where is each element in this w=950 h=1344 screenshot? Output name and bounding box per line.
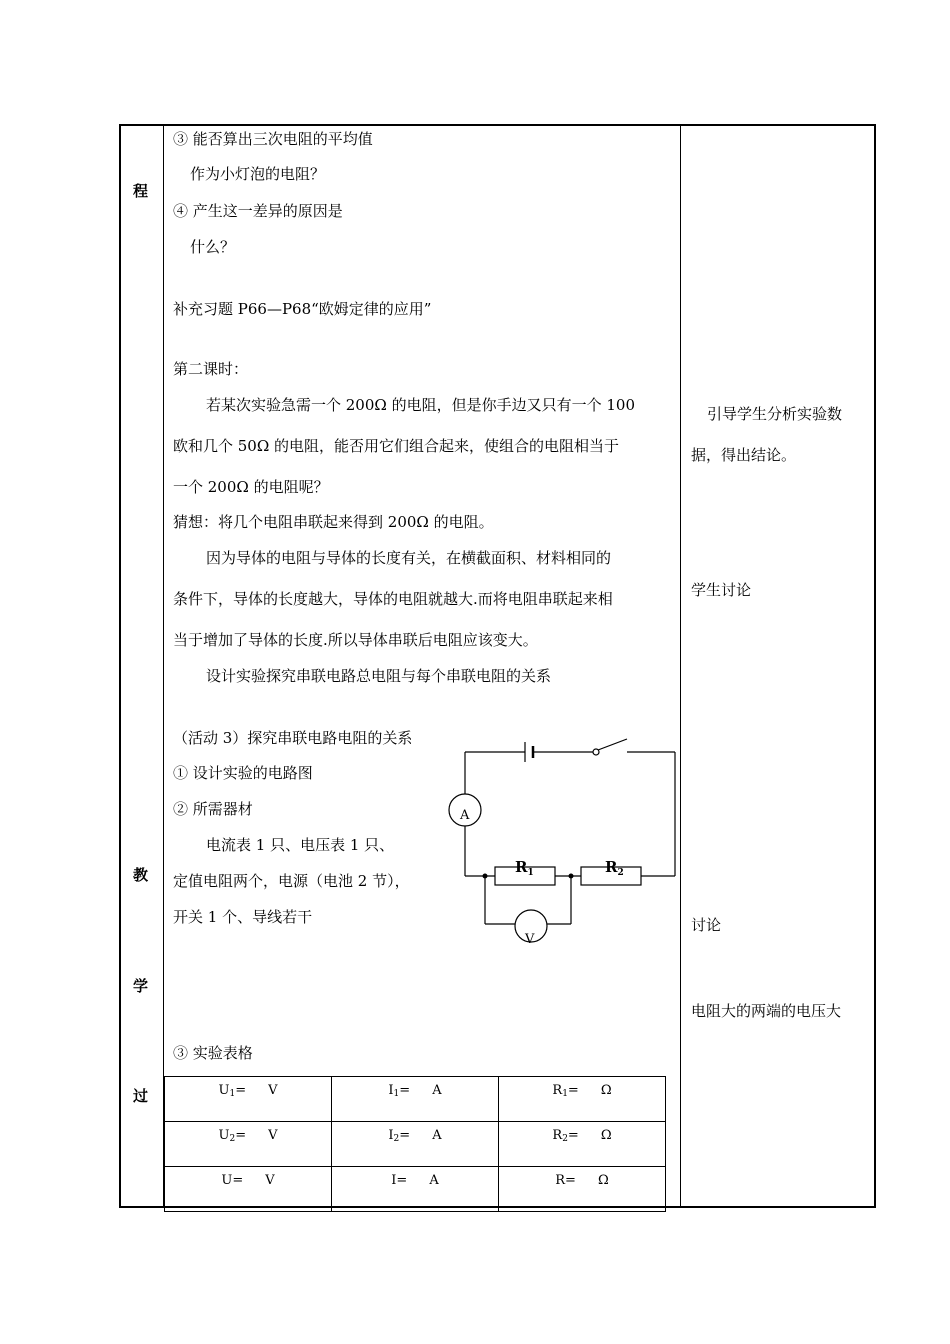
table-row	[165, 1122, 666, 1167]
table-cell	[332, 1167, 499, 1212]
quantity-symbol: R	[552, 1128, 563, 1143]
equals-sign: =	[399, 1128, 411, 1143]
problem-line-3: 一个 200Ω 的电阻呢？	[173, 478, 329, 496]
switch-blade	[598, 739, 627, 750]
guide-analysis-line-2: 据，得出结论。	[691, 446, 797, 464]
equipment-line-1: 电流表 1 只、电压表 1 只、	[206, 836, 395, 854]
table-cell	[165, 1167, 332, 1212]
quantity-subscript: 2	[393, 1134, 400, 1144]
column-divider-right	[680, 124, 681, 1208]
r1-label: $R_1$	[515, 858, 534, 878]
table-cell	[332, 1077, 499, 1122]
quantity-symbol: U	[218, 1128, 230, 1143]
side-label-xue: 学	[133, 977, 149, 995]
side-label-cheng: 程	[133, 182, 149, 200]
question-4-cont: 什么？	[190, 238, 236, 256]
quantity-symbol: U	[218, 1083, 230, 1098]
discussion: 讨论	[691, 916, 722, 934]
quantity-symbol: R	[555, 1173, 566, 1188]
step-table: ③ 实验表格	[173, 1044, 253, 1062]
table-cell	[165, 1122, 332, 1167]
problem-line-2: 欧和几个 50Ω 的电阻，能否用它们组合起来，使组合的电阻相当于	[173, 437, 620, 455]
table-cell	[499, 1077, 666, 1122]
side-label-guo: 过	[133, 1087, 149, 1105]
equals-sign: =	[399, 1083, 411, 1098]
unit-label: V	[268, 1128, 278, 1143]
side-label-jiao: 教	[133, 866, 149, 884]
question-3-cont: 作为小灯泡的电阻？	[190, 165, 326, 183]
activity-3: （活动 3）探究串联电路电阻的关系	[173, 729, 413, 747]
question-4: ④ 产生这一差异的原因是	[173, 202, 343, 220]
reason-line-1: 因为导体的电阻与导体的长度有关，在横截面积、材料相同的	[206, 549, 612, 567]
quantity-symbol: I	[388, 1083, 394, 1098]
equipment-line-2: 定值电阻两个，电源（电池 2 节），	[173, 872, 410, 890]
quantity-subscript: 1	[229, 1089, 236, 1099]
series-circuit-diagram	[447, 728, 679, 948]
ammeter-label: A	[460, 808, 470, 823]
table-cell	[499, 1167, 666, 1212]
table-cell	[332, 1122, 499, 1167]
supplementary-exercise: 补充习题 P66—P68“欧姆定律的应用”	[173, 300, 432, 318]
quantity-subscript: 2	[562, 1134, 568, 1144]
table-cell	[499, 1122, 666, 1167]
step-equipment: ② 所需器材	[173, 800, 253, 818]
equals-sign: =	[232, 1173, 244, 1188]
quantity-subscript: 2	[229, 1134, 236, 1144]
equals-sign: =	[235, 1128, 247, 1143]
student-discussion: 学生讨论	[691, 581, 752, 599]
design-experiment: 设计实验探究串联电路总电阻与每个串联电阻的关系	[206, 667, 552, 685]
equals-sign: =	[567, 1083, 579, 1098]
table-cell	[165, 1077, 332, 1122]
quantity-symbol: I	[388, 1128, 394, 1143]
equals-sign: =	[567, 1128, 579, 1143]
question-3: ③ 能否算出三次电阻的平均值	[173, 130, 373, 148]
reason-line-3: 当于增加了导体的长度.所以导体串联后电阻应该变大。	[173, 631, 538, 649]
equals-sign: =	[235, 1083, 247, 1098]
unit-label: Ω	[597, 1173, 609, 1188]
guide-analysis-line-1: 引导学生分析实验数	[707, 405, 843, 423]
quantity-symbol: I	[391, 1173, 397, 1188]
junction-left	[483, 874, 488, 879]
second-lesson-heading: 第二课时：	[173, 360, 249, 378]
step-circuit-diagram: ① 设计实验的电路图	[173, 764, 313, 782]
voltmeter-label: V	[525, 932, 535, 947]
quantity-symbol: R	[552, 1083, 563, 1098]
unit-label: A	[432, 1128, 442, 1143]
table-row	[165, 1167, 666, 1212]
column-divider-left	[163, 124, 164, 1208]
table-row	[165, 1077, 666, 1122]
unit-label: V	[265, 1173, 275, 1188]
unit-label: Ω	[600, 1128, 612, 1143]
junction-right	[569, 874, 574, 879]
problem-line-1: 若某次实验急需一个 200Ω 的电阻，但是你手边又只有一个 100	[206, 396, 636, 414]
unit-label: A	[429, 1173, 439, 1188]
equals-sign: =	[565, 1173, 576, 1188]
equals-sign: =	[396, 1173, 408, 1188]
equipment-line-3: 开关 1 个、导线若干	[173, 908, 313, 926]
conclusion-voltage: 电阻大的两端的电压大	[691, 1002, 842, 1020]
hypothesis: 猜想：将几个电阻串联起来得到 200Ω 的电阻。	[173, 513, 494, 531]
reason-line-2: 条件下，导体的长度越大，导体的电阻就越大.而将电阻串联起来相	[173, 590, 613, 608]
unit-label: Ω	[600, 1083, 612, 1098]
unit-label: A	[432, 1083, 442, 1098]
experiment-data-table	[164, 1076, 666, 1212]
r2-label: $R_2$	[605, 858, 624, 878]
quantity-subscript: 1	[393, 1089, 400, 1099]
unit-label: V	[268, 1083, 278, 1098]
quantity-subscript: 1	[562, 1089, 568, 1099]
quantity-symbol: U	[221, 1173, 233, 1188]
